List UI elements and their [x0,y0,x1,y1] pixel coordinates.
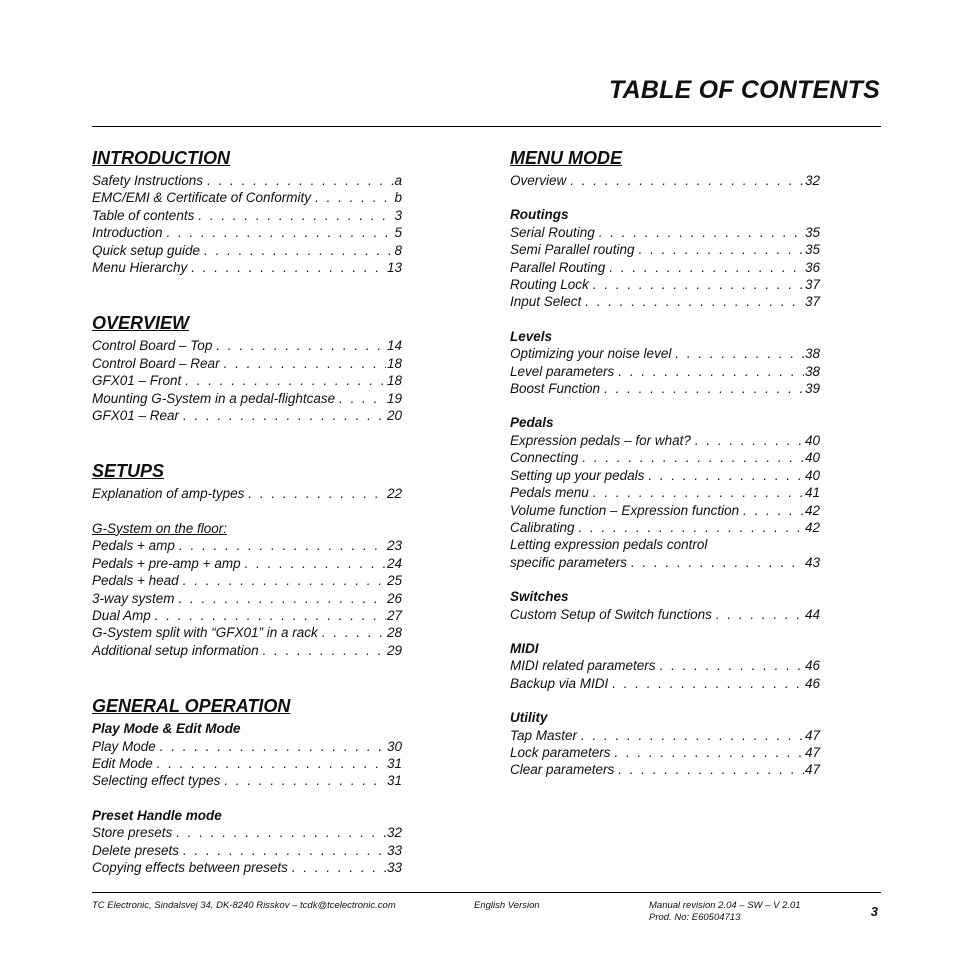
toc-entry-label: Optimizing your noise level [510,346,672,362]
leader-dots [631,554,804,571]
leader-dots [743,502,804,519]
toc-entry-label: Serial Routing [510,224,595,240]
toc-entry-label: Store presets [92,825,173,841]
toc-entry[interactable] [510,502,820,519]
leader-dots [216,337,386,354]
toc-entry-label: Table of contents [92,207,195,223]
subsection-title-pedals: Pedals [510,415,554,431]
leader-dots [581,727,804,744]
toc-entry-label: Connecting [510,450,579,466]
toc-entry-label: Custom Setup of Switch functions [510,606,712,622]
toc-entry[interactable] [92,859,402,876]
footer-product: Prod. No: E60504713 [649,912,741,923]
leader-dots [263,642,386,659]
leader-dots [183,407,386,424]
section-title-setups: SETUPS [92,461,165,482]
toc-entry[interactable] [510,657,820,674]
toc-list-pedals [510,432,820,536]
toc-entry[interactable] [92,755,402,772]
leader-dots [582,449,804,466]
toc-entry-page: 5 [394,225,402,241]
toc-entry-label: Play Mode [92,738,156,754]
leader-dots [593,484,804,501]
leader-dots [675,345,804,362]
subsection-title-preset-handle: Preset Handle mode [92,807,222,823]
toc-entry-label: specific parameters [510,554,628,570]
toc-entry[interactable] [510,761,820,778]
toc-entry-page: 42 [804,502,820,518]
toc-entry-label: Mounting G-System in a pedal-flightcase [92,390,336,406]
toc-entry-page: 30 [386,738,402,754]
toc-entry[interactable] [510,363,820,380]
toc-entry-page: 40 [804,467,820,483]
toc-list-overview [92,337,402,424]
toc-entry-label: G-System split with “GFX01” in a rack [92,625,318,641]
footer-revision-block [649,900,801,924]
leader-dots [648,467,804,484]
toc-entry-page: 43 [804,554,820,570]
toc-entry[interactable] [92,572,402,589]
toc-entry-page: 40 [804,450,820,466]
leader-dots [176,824,386,841]
leader-dots [570,172,804,189]
toc-entry[interactable] [92,537,402,554]
subsection-title-play-edit: Play Mode & Edit Mode [92,721,241,737]
toc-entry-label: Pedals + head [92,573,179,589]
toc-entry-page: 37 [804,294,820,310]
toc-entry-page: 13 [386,260,402,276]
toc-entry[interactable] [510,293,820,310]
toc-entry-label: Setting up your pedals [510,467,645,483]
leader-dots [579,519,804,536]
leader-dots [191,259,386,276]
toc-entry[interactable] [510,727,820,744]
toc-entry-page: 37 [804,277,820,293]
leader-dots [716,606,804,623]
toc-entry[interactable] [92,372,402,389]
toc-entry-page: 26 [386,590,402,606]
toc-list-utility [510,727,820,779]
page-title: TABLE OF CONTENTS [609,76,880,104]
toc-entry-label: Level parameters [510,363,615,379]
toc-list-play-edit [92,738,402,790]
toc-entry-page: 38 [804,363,820,379]
toc-entry[interactable] [92,189,402,206]
toc-list-midi [510,657,820,692]
footer-revision: Manual revision 2.04 – SW – V 2.01 [649,900,801,911]
toc-entry-label: Menu Hierarchy [92,260,188,276]
bottom-divider [92,892,881,893]
leader-dots [609,259,804,276]
toc-entry-label: EMC/EMI & Certificate of Conformity [92,190,312,206]
toc-list-setups [92,485,402,502]
toc-entry-label: Semi Parallel routing [510,242,635,258]
toc-entry-page: 47 [804,744,820,760]
toc-list-levels [510,345,820,397]
toc-entry-label: Calibrating [510,519,575,535]
toc-entry[interactable] [92,824,402,841]
toc-entry-label: GFX01 – Front [92,373,182,389]
toc-entry-page: 33 [386,859,402,875]
toc-entry-page: 19 [386,390,402,406]
toc-list-switches [510,606,820,623]
toc-list-setups-floor [92,537,402,659]
toc-entry-page: 31 [386,755,402,771]
leader-dots [198,207,393,224]
toc-entry[interactable] [510,380,820,397]
toc-entry-label: Safety Instructions [92,173,204,188]
leader-dots [167,224,394,241]
leader-dots [695,432,804,449]
toc-entry-label: Tap Master [510,727,578,743]
toc-entry-page: 25 [386,573,402,589]
leader-dots [160,738,386,755]
toc-entry-page: 42 [804,519,820,535]
toc-entry[interactable] [92,590,402,607]
toc-entry-label: Control Board – Rear [92,355,220,371]
toc-entry-label: Control Board – Top [92,338,213,354]
toc-entry[interactable] [92,224,402,241]
toc-entry[interactable] [92,555,402,572]
leader-dots [618,363,804,380]
toc-entry[interactable] [510,345,820,362]
toc-entry-label: Edit Mode [92,755,153,771]
toc-entry-label: MIDI related parameters [510,658,656,674]
toc-entry-label: 3-way system [92,590,175,606]
toc-entry-label: Backup via MIDI [510,675,609,691]
toc-entry-page: b [394,190,402,206]
toc-entry[interactable] [510,432,820,449]
footer-company: TC Electronic, Sindalsvej 34, DK-8240 Risskov – tcdk@tcelectronic.com [92,900,396,911]
toc-entry-page: 40 [804,432,820,448]
leader-dots [604,380,804,397]
top-divider [92,126,881,127]
toc-entry-page: 33 [386,842,402,858]
toc-entry[interactable] [92,355,402,372]
section-title-overview: OVERVIEW [92,313,190,334]
leader-dots [204,242,393,259]
leader-dots [660,657,804,674]
toc-entry-page: 18 [386,373,402,389]
toc-entry[interactable] [92,624,402,641]
leader-dots [599,224,804,241]
toc-entry-page: 44 [804,606,820,622]
toc-entry-label: Overview [510,173,567,188]
leader-dots [339,390,386,407]
toc-entry-page: 38 [804,346,820,362]
section-title-introduction: INTRODUCTION [92,148,230,168]
section-title-general-operation: GENERAL OPERATION [92,696,291,717]
page-number: 3 [870,904,878,919]
toc-entry-page: 47 [804,762,820,778]
toc-entry-page: 46 [804,675,820,691]
toc-entry[interactable] [92,485,402,502]
toc-entry-label: Lock parameters [510,744,611,760]
leader-dots [593,276,804,293]
toc-list-introduction [92,172,402,276]
toc-entry-page: 3 [394,207,402,223]
toc-entry-page: 32 [804,173,820,188]
toc-list-menu-overview [510,172,820,189]
footer-version: English Version [474,900,540,911]
leader-dots [612,675,804,692]
toc-entry-label: Boost Function [510,381,601,397]
toc-entry-page: 27 [386,607,402,623]
toc-entry[interactable] [92,842,402,859]
leader-dots [248,485,386,502]
subsection-title-floor: G-System on the floor: [92,520,228,536]
toc-entry-page: 8 [394,242,402,258]
toc-entry[interactable] [510,554,820,571]
toc-entry-page: 35 [804,242,820,258]
toc-entry-label: Routing Lock [510,277,589,293]
toc-entry[interactable] [510,224,820,241]
toc-entry-page: 41 [804,485,820,501]
toc-entry-label: Dual Amp [92,607,151,623]
leader-dots [207,172,393,189]
toc-entry-label: GFX01 – Rear [92,408,180,424]
toc-entry-page: 36 [804,259,820,275]
leader-dots [157,755,386,772]
toc-entry-label: Additional setup information [92,642,259,658]
toc-entry-page: 23 [386,538,402,554]
toc-entry-label: Pedals + amp [92,538,175,554]
section-title-menu-mode: MENU MODE [510,148,622,168]
toc-entry[interactable] [92,407,402,424]
toc-entry[interactable] [510,467,820,484]
leader-dots [585,293,804,310]
right-column [510,147,820,779]
subsection-title-midi: MIDI [510,640,539,656]
toc-list-preset-handle [92,824,402,876]
toc-entry-label: Copying effects between presets [92,859,288,875]
leader-dots [618,761,804,778]
toc-entry-page: 47 [804,727,820,743]
toc-entry[interactable] [510,606,820,623]
toc-entry[interactable] [510,259,820,276]
toc-entry[interactable] [510,519,820,536]
toc-entry-label: Clear parameters [510,762,615,778]
toc-entry-page: 31 [386,773,402,789]
leader-dots [292,859,386,876]
toc-entry[interactable] [92,642,402,659]
toc-entry-page: 32 [386,825,402,841]
leader-dots [224,772,386,789]
toc-entry[interactable] [510,449,820,466]
toc-entry[interactable] [510,172,820,189]
toc-entry[interactable] [92,242,402,259]
toc-entry-label: Pedals menu [510,485,589,501]
toc-entry-page: 46 [804,658,820,674]
leader-dots [315,189,393,206]
leader-dots [183,842,386,859]
leader-dots [615,744,804,761]
toc-entry-label: Parallel Routing [510,259,606,275]
toc-entry-page: 35 [804,224,820,240]
leader-dots [639,241,804,258]
leader-dots [322,624,386,641]
toc-entry-label: Quick setup guide [92,242,201,258]
toc-entry[interactable] [92,207,402,224]
leader-dots [224,355,386,372]
toc-entry-label: Input Select [510,294,582,310]
toc-entry-page: 18 [386,355,402,371]
leader-dots [185,372,386,389]
toc-entry-label: Introduction [92,225,163,241]
toc-entry[interactable] [92,390,402,407]
subsection-title-levels: Levels [510,328,553,344]
subsection-title-routings: Routings [510,207,569,223]
toc-entry-label: Volume function – Expression function [510,502,740,518]
toc-entry[interactable] [510,276,820,293]
toc-entry-page: 20 [386,408,402,424]
toc-entry-page: 28 [386,625,402,641]
leader-dots [183,572,386,589]
toc-entry-page: 22 [386,486,402,502]
toc-entry-page: 24 [386,555,402,571]
subsection-title-switches: Switches [510,589,569,605]
leader-dots [155,607,386,624]
toc-entry[interactable] [92,738,402,755]
leader-dots [179,590,386,607]
toc-entry-label: Selecting effect types [92,773,221,789]
toc-entry-page: a [394,173,402,188]
toc-list-routings [510,224,820,311]
leader-dots [245,555,386,572]
left-column [92,147,402,876]
toc-entry-page: 29 [386,642,402,658]
toc-entry[interactable] [92,259,402,276]
toc-entry-label: Pedals + pre-amp + amp [92,555,241,571]
toc-entry-label: Expression pedals – for what? [510,432,691,448]
leader-dots [179,537,386,554]
subsection-title-utility: Utility [510,710,548,726]
toc-entry[interactable] [510,675,820,692]
toc-entry[interactable] [92,172,402,189]
toc-entry[interactable] [92,337,402,354]
toc-entry-label: Letting expression pedals control [510,537,708,553]
toc-entry-page: 39 [804,381,820,397]
toc-entry[interactable] [92,772,402,789]
toc-entry[interactable] [510,484,820,501]
toc-entry-page: 14 [386,338,402,354]
toc-entry[interactable] [510,744,820,761]
toc-entry-label: Delete presets [92,842,180,858]
toc-entry-label: Explanation of amp-types [92,486,245,502]
toc-entry[interactable] [92,607,402,624]
toc-entry[interactable] [510,241,820,258]
